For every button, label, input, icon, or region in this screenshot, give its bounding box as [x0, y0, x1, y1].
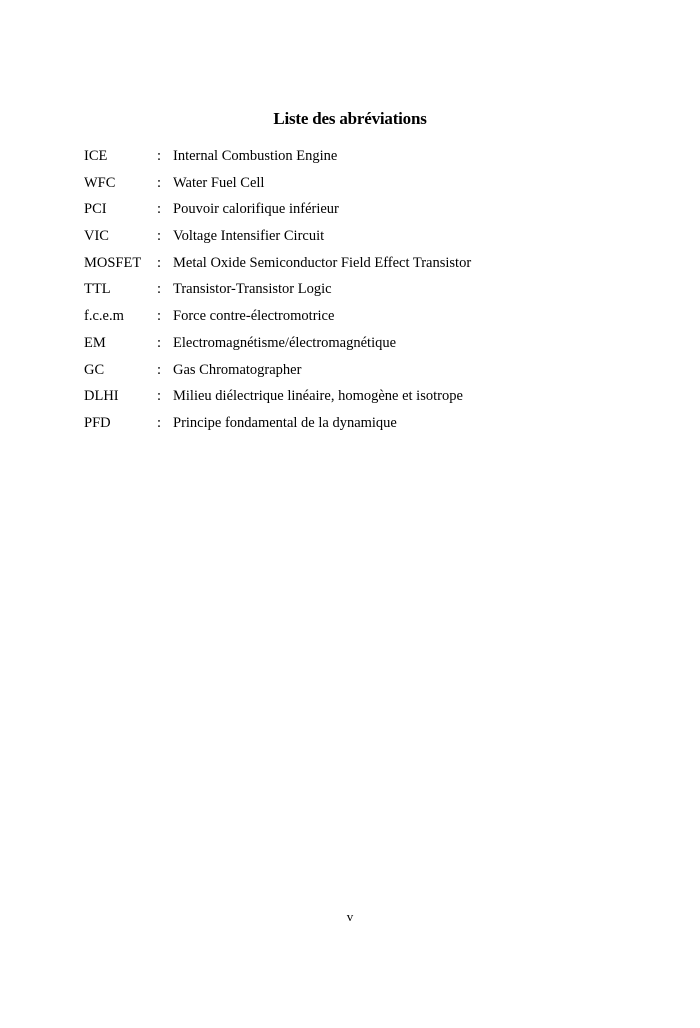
- abbreviation-term: MOSFET: [84, 254, 142, 271]
- abbreviation-row: [84, 253, 644, 280]
- abbreviation-definition: Gas Chromatographer: [173, 361, 302, 378]
- abbreviation-row: [84, 413, 644, 440]
- abbreviation-separator: :: [157, 174, 162, 191]
- abbreviation-term: VIC: [84, 228, 109, 245]
- abbreviation-term: EM: [84, 334, 106, 351]
- abbreviation-separator: :: [157, 281, 162, 298]
- abbreviation-separator: :: [157, 414, 162, 431]
- abbreviation-row: [84, 199, 644, 226]
- abbreviation-list: [84, 146, 644, 440]
- abbreviation-definition: Pouvoir calorifique inférieur: [173, 201, 339, 218]
- abbreviation-separator: :: [157, 201, 162, 218]
- page-title: Liste des abréviations: [273, 109, 427, 128]
- abbreviation-definition: Transistor-Transistor Logic: [173, 281, 332, 298]
- abbreviation-separator: :: [157, 361, 162, 378]
- abbreviation-row: [84, 279, 644, 306]
- abbreviation-row: [84, 173, 644, 200]
- abbreviation-term: WFC: [84, 174, 116, 191]
- abbreviation-separator: :: [157, 254, 162, 271]
- abbreviation-definition: Principe fondamental de la dynamique: [173, 414, 397, 431]
- abbreviation-term: PFD: [84, 414, 111, 431]
- abbreviation-term: PCI: [84, 201, 107, 218]
- abbreviation-row: [84, 226, 644, 253]
- abbreviation-term: ICE: [84, 148, 108, 164]
- abbreviation-row: [84, 360, 644, 387]
- abbreviation-separator: :: [157, 148, 162, 164]
- abbreviation-row: [84, 386, 644, 413]
- abbreviation-definition: Metal Oxide Semiconductor Field Effect Transistor: [173, 254, 472, 271]
- page-number: v: [346, 909, 354, 924]
- abbreviation-term: GC: [84, 361, 105, 378]
- abbreviation-definition: Water Fuel Cell: [173, 174, 265, 191]
- abbreviation-term: DLHI: [84, 388, 119, 405]
- abbreviation-definition: Force contre-électromotrice: [173, 308, 335, 325]
- abbreviation-term: TTL: [84, 281, 111, 298]
- abbreviation-definition: Voltage Intensifier Circuit: [173, 228, 325, 245]
- abbreviation-separator: :: [157, 388, 162, 405]
- abbreviation-row: [84, 146, 644, 173]
- abbreviation-definition: Electromagnétisme/électromagnétique: [173, 334, 397, 351]
- abbreviation-row: [84, 306, 644, 333]
- abbreviation-row: [84, 333, 644, 360]
- abbreviation-term: f.c.e.m: [84, 308, 124, 325]
- abbreviation-definition: Milieu diélectrique linéaire, homogène et isotrope: [173, 388, 463, 405]
- abbreviation-definition: Internal Combustion Engine: [173, 148, 338, 164]
- abbreviation-separator: :: [157, 334, 162, 351]
- abbreviation-separator: :: [157, 308, 162, 325]
- abbreviation-separator: :: [157, 228, 162, 245]
